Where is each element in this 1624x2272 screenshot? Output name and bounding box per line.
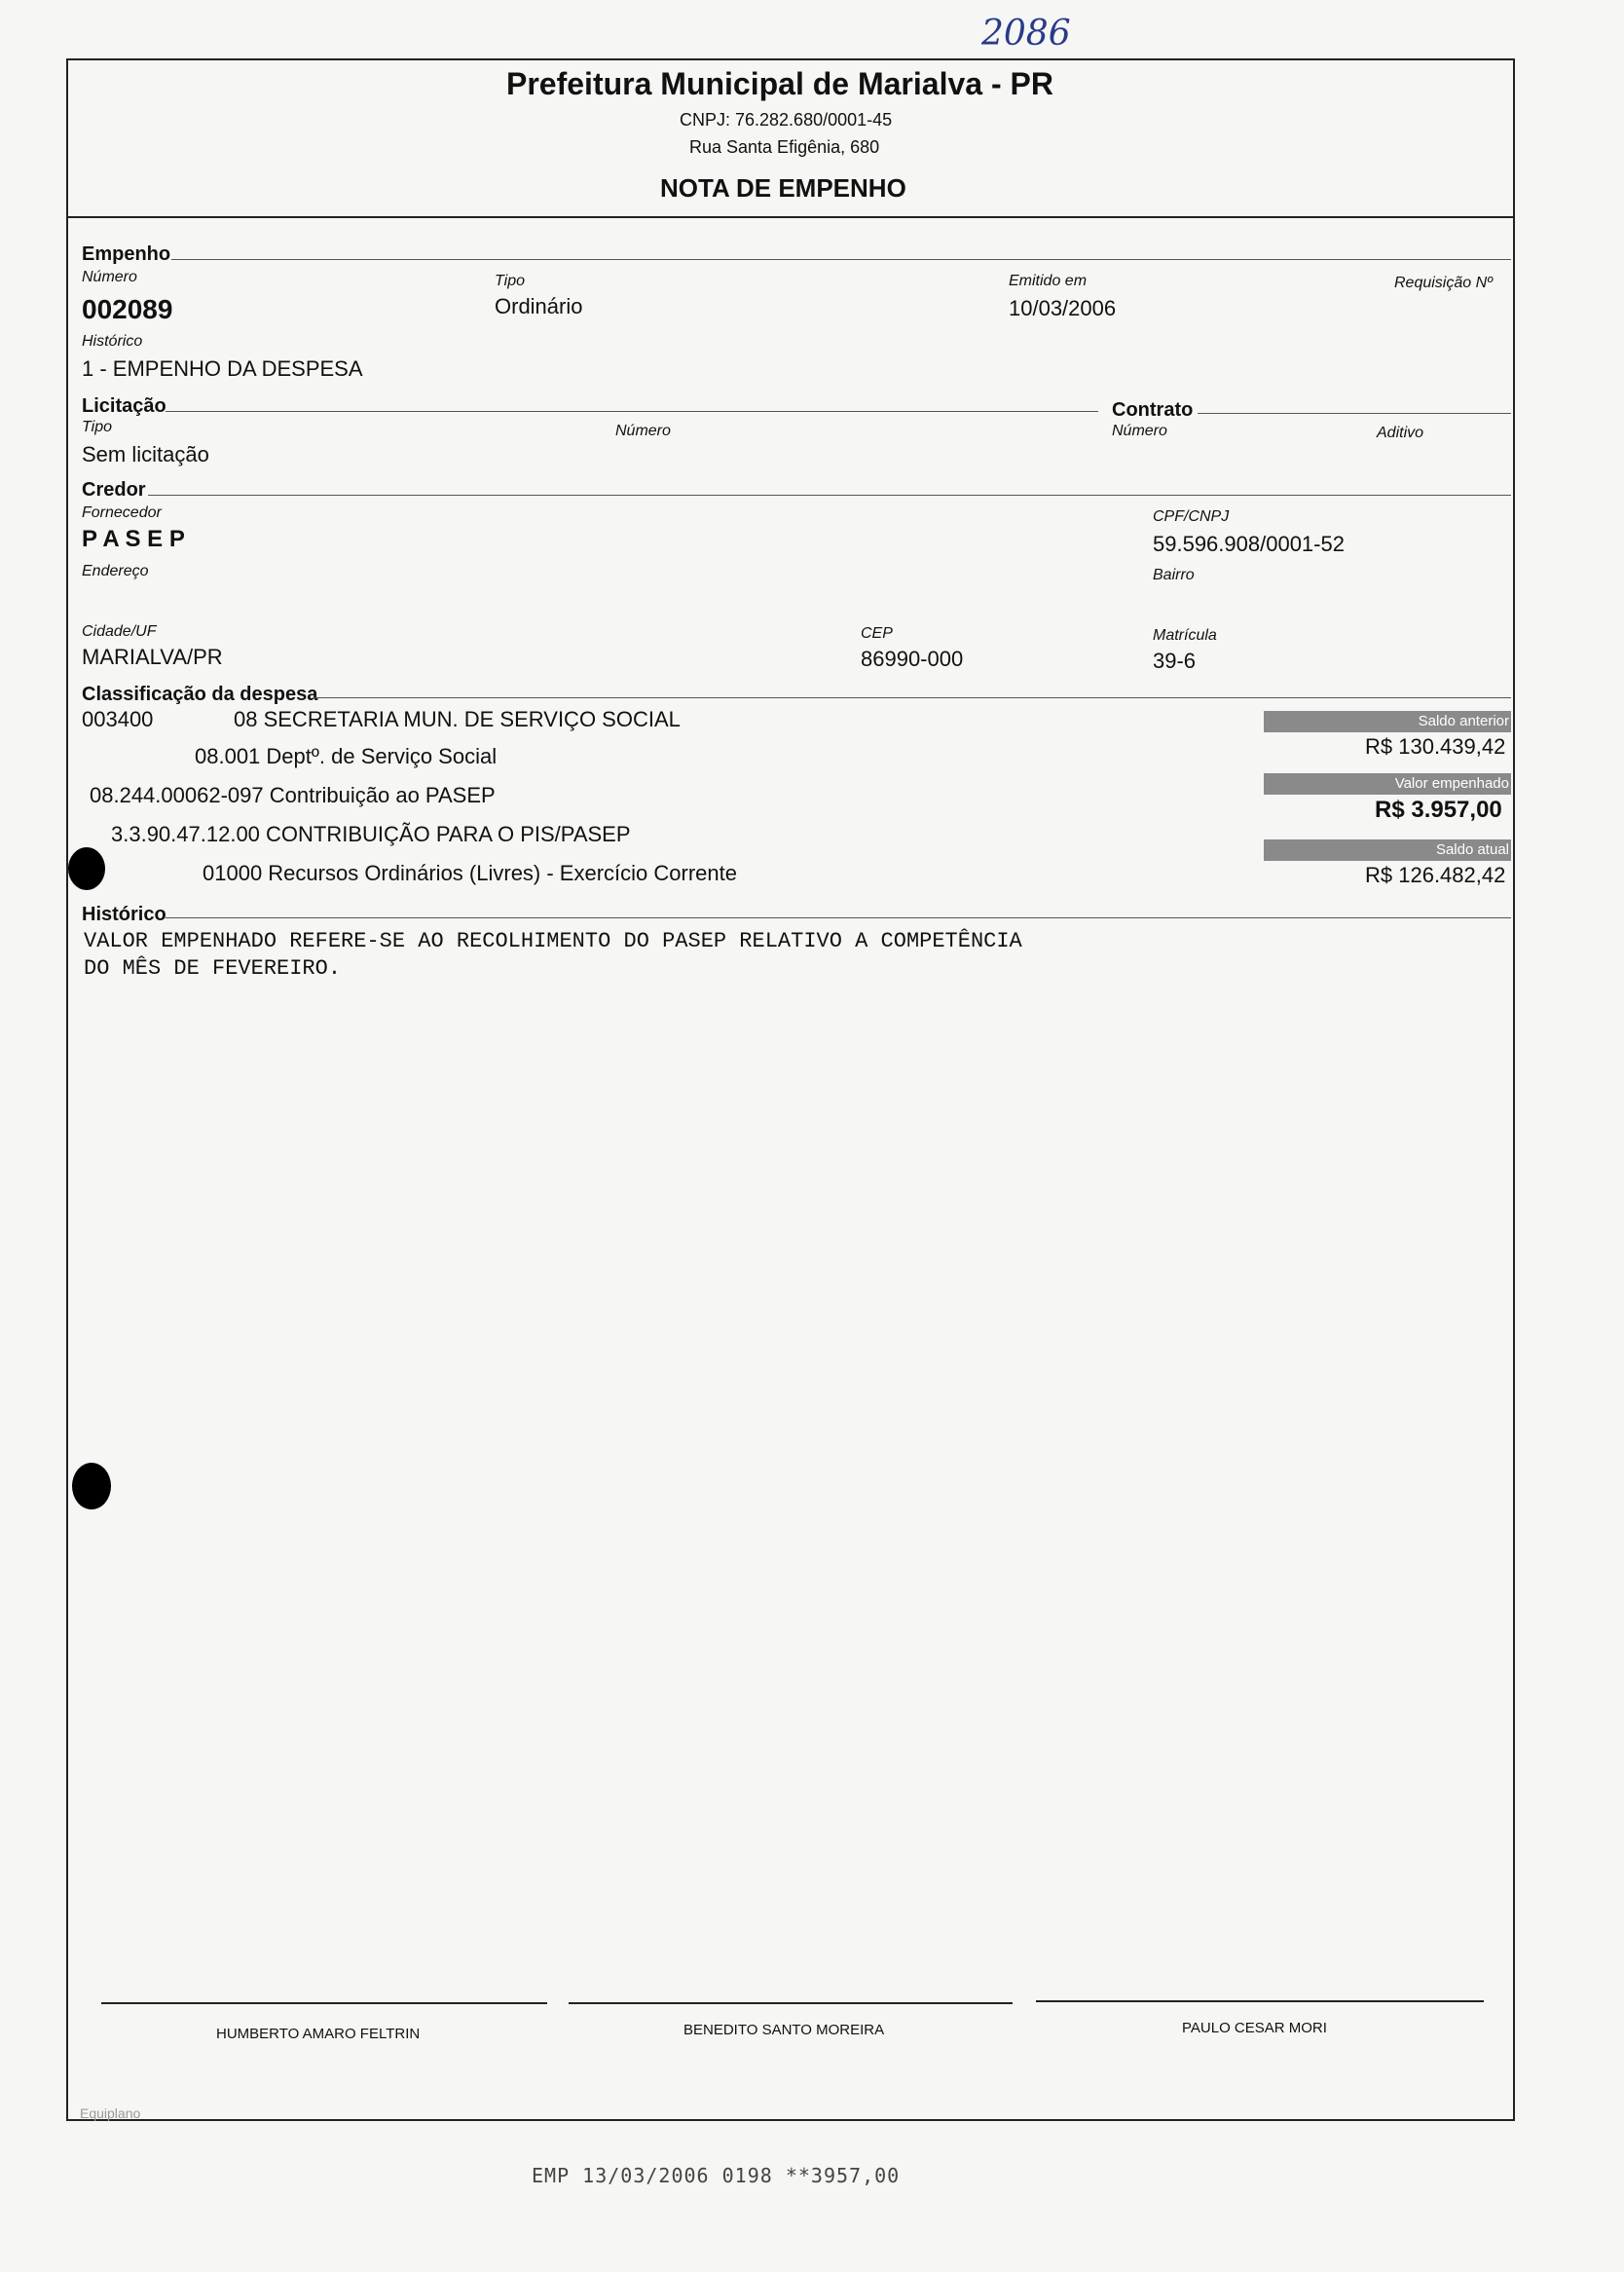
valor-empenhado: R$ 3.957,00 xyxy=(1375,797,1502,823)
rule xyxy=(166,411,1098,412)
licitacao-tipo-label: Tipo xyxy=(82,419,112,435)
valor-empenhado-label: Valor empenhado xyxy=(1264,773,1511,795)
cnpj: CNPJ: 76.282.680/0001-45 xyxy=(680,110,893,130)
contrato-numero-label: Número xyxy=(1112,423,1167,439)
matricula-label: Matrícula xyxy=(1153,627,1217,644)
saldo-atual: R$ 126.482,42 xyxy=(1365,863,1506,887)
fornecedor: P A S E P xyxy=(82,526,185,552)
saldo-atual-label: Saldo atual xyxy=(1264,839,1511,861)
rule xyxy=(148,495,1511,496)
rule xyxy=(166,917,1511,918)
cep: 86990-000 xyxy=(861,647,964,671)
classificacao-programa: 08.244.00062-097 Contribuição ao PASEP xyxy=(90,783,496,807)
print-stamp: EMP 13/03/2006 0198 **3957,00 xyxy=(532,2164,901,2187)
cidade-label: Cidade/UF xyxy=(82,623,157,640)
signature-name-3: PAULO CESAR MORI xyxy=(1182,2020,1327,2036)
emitido-label: Emitido em xyxy=(1009,273,1088,289)
historico-label: Histórico xyxy=(82,333,143,350)
document-type: NOTA DE EMPENHO xyxy=(660,173,906,203)
classificacao-recurso: 01000 Recursos Ordinários (Livres) - Exercício Corrente xyxy=(203,861,737,885)
bairro-label: Bairro xyxy=(1153,567,1195,583)
rule xyxy=(171,259,1511,260)
signature-name-1: HUMBERTO AMARO FELTRIN xyxy=(216,2026,421,2042)
credor-section: Credor xyxy=(82,479,146,501)
historico-section: Histórico xyxy=(82,904,166,925)
classificacao-elemento: 3.3.90.47.12.00 CONTRIBUIÇÃO PARA O PIS/PASEP xyxy=(111,822,631,846)
address: Rua Santa Efigênia, 680 xyxy=(689,137,880,157)
aditivo-label: Aditivo xyxy=(1377,425,1424,441)
signature-name-2: BENEDITO SANTO MOREIRA xyxy=(683,2022,885,2038)
tipo-label: Tipo xyxy=(495,273,525,289)
rule xyxy=(314,697,1511,698)
endereco-label: Endereço xyxy=(82,563,149,579)
classificacao-section: Classificação da despesa xyxy=(82,684,318,705)
signature-line xyxy=(569,2002,1013,2004)
requisicao-label: Requisição Nº xyxy=(1394,275,1493,291)
cidade: MARIALVA/PR xyxy=(82,645,223,669)
historico-line-2: DO MÊS DE FEVEREIRO. xyxy=(84,956,342,981)
saldo-anterior: R$ 130.439,42 xyxy=(1365,734,1506,759)
binder-hole xyxy=(72,1463,111,1509)
contrato-section: Contrato xyxy=(1112,399,1194,421)
saldo-anterior-label: Saldo anterior xyxy=(1264,711,1511,732)
empenho-tipo: Ordinário xyxy=(495,294,583,318)
binder-hole xyxy=(68,847,105,890)
empenho-historico: 1 - EMPENHO DA DESPESA xyxy=(82,356,363,381)
fornecedor-label: Fornecedor xyxy=(82,504,162,521)
classificacao-code: 003400 xyxy=(82,707,154,731)
cep-label: CEP xyxy=(861,625,893,642)
signature-line xyxy=(101,2002,547,2004)
numero-label: Número xyxy=(82,269,137,285)
matricula: 39-6 xyxy=(1153,649,1197,673)
header-divider xyxy=(66,216,1515,218)
historico-line-1: VALOR EMPENHADO REFERE-SE AO RECOLHIMENTO DO PASEP RELATIVO A COMPETÊNCIA xyxy=(84,929,1022,953)
footer-brand: Equiplano xyxy=(80,2105,141,2121)
classificacao-unidade: 08.001 Deptº. de Serviço Social xyxy=(195,744,498,768)
licitacao-numero-label: Número xyxy=(615,423,671,439)
classificacao-orgao: 08 SECRETARIA MUN. DE SERVIÇO SOCIAL xyxy=(234,707,681,731)
licitacao-section: Licitação xyxy=(82,395,166,417)
cpf-label: CPF/CNPJ xyxy=(1153,508,1230,525)
page-title: Prefeitura Municipal de Marialva - PR xyxy=(506,66,1053,101)
signature-line xyxy=(1036,2000,1484,2002)
empenho-section: Empenho xyxy=(82,243,171,265)
empenho-numero: 002089 xyxy=(82,294,173,324)
licitacao-tipo: Sem licitação xyxy=(82,442,209,466)
handwritten-page-number: 2086 xyxy=(981,14,1071,54)
cpf-cnpj: 59.596.908/0001-52 xyxy=(1153,532,1345,556)
emitido-date: 10/03/2006 xyxy=(1009,296,1117,320)
rule xyxy=(1198,413,1511,414)
